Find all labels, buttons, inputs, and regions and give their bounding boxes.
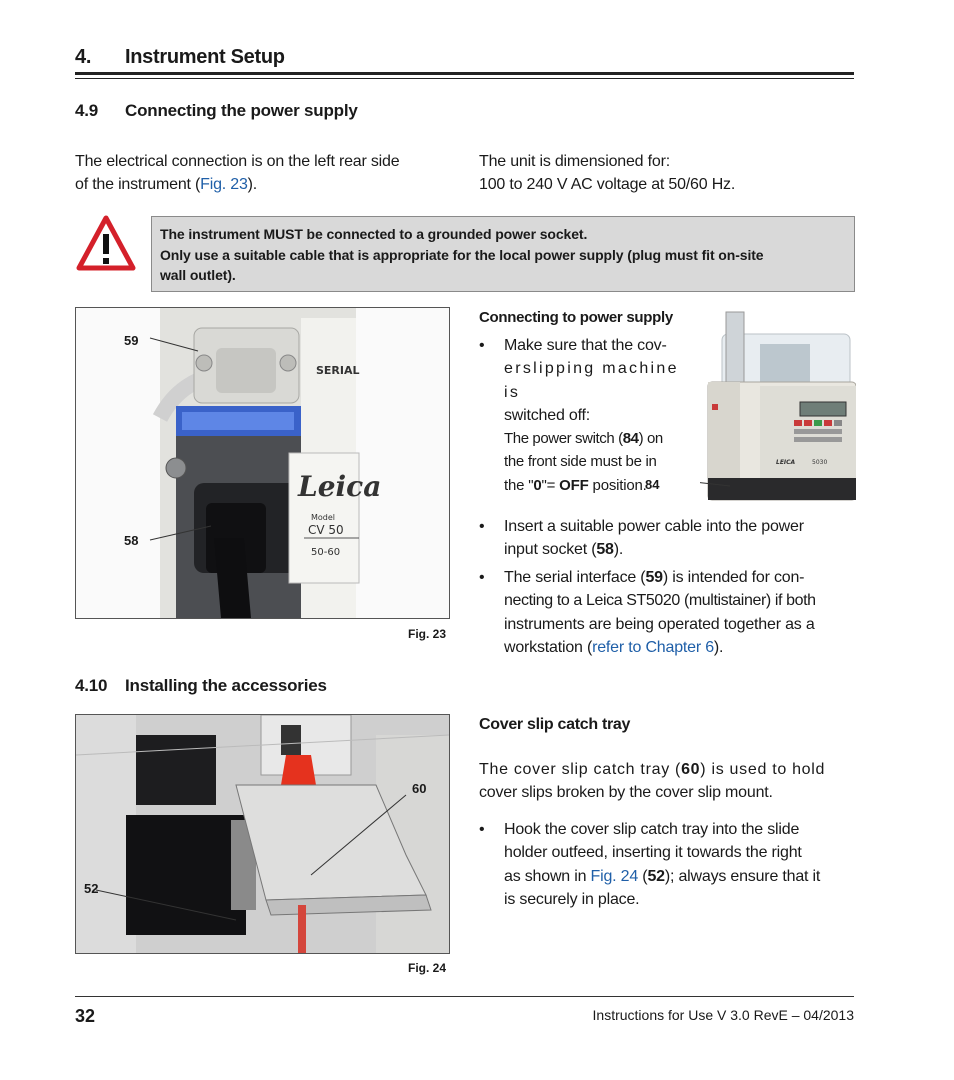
- warning-line-2: Only use a suitable cable that is appropriate for the local power supply (plug must fit on-site: [160, 247, 764, 263]
- footer-rule: [75, 996, 854, 997]
- header-rule-thin: [75, 78, 854, 79]
- chapter-title: Instrument Setup: [125, 46, 285, 68]
- fig-23-link[interactable]: Fig. 23: [200, 176, 248, 193]
- serial-label: SERIAL: [316, 364, 360, 377]
- callout-84: 84: [645, 477, 660, 492]
- figure-24-photo: [76, 715, 449, 953]
- chapter-number: 4.: [75, 46, 92, 68]
- connect-heading: Connecting to power supply: [479, 309, 673, 326]
- section-title: Connecting the power supply: [125, 101, 358, 120]
- fig-24-link[interactable]: Fig. 24: [590, 867, 639, 885]
- svg-text:5030: 5030: [812, 459, 828, 466]
- section-number: 4.9: [75, 101, 99, 120]
- page-number: 32: [75, 1006, 96, 1026]
- chapter-6-link[interactable]: refer to Chapter 6: [592, 638, 714, 656]
- callout-60: 60: [412, 781, 427, 796]
- coverslipper-device-image: [700, 308, 856, 504]
- tray-paragraph: The cover slip catch tray (60) is used to hold cover slips broken by the cover slip mount.: [479, 761, 826, 801]
- figure-24: [75, 714, 450, 954]
- warning-line-3: wall outlet).: [160, 267, 236, 283]
- svg-text:Model: Model: [311, 513, 336, 522]
- warning-line-1: The instrument MUST be connected to a grounded power socket.: [160, 226, 588, 242]
- svg-text:LEICA: LEICA: [776, 459, 796, 466]
- intro-left-paragraph: [75, 150, 465, 196]
- tray-heading: Cover slip catch tray: [479, 716, 631, 733]
- callout-52: 52: [84, 881, 99, 896]
- bullet-insert-cable: • Insert a suitable power cable into the power input socket (58).: [479, 518, 804, 559]
- bullet-serial-interface: • The serial interface (59) is intended for con- necting to a Leica ST5020 (multistainer) if both instruments are being operated together as a workstation (refer to Chapter 6).: [479, 569, 816, 656]
- bullet-hook-tray: • Hook the cover slip catch tray into the slide holder outfeed, inserting it towards the right as shown in Fig. 24 (52); always ensure that it is securely in place.: [479, 821, 821, 908]
- intro-right-line-1: The unit is dimensioned for:: [479, 153, 670, 170]
- figure-23-caption: Fig. 23: [408, 627, 447, 641]
- intro-left-line-1: The electrical connection is on the left rear side: [75, 153, 400, 170]
- warning-box: [151, 216, 855, 292]
- chapter-heading: [75, 46, 285, 69]
- intro-right-line-2: 100 to 240 V AC voltage at 50/60 Hz.: [479, 176, 736, 193]
- svg-text:50-60: 50-60: [311, 547, 341, 558]
- figure-24-caption: Fig. 24: [408, 961, 447, 975]
- bullet-switch-off: • Make sure that the cov- erslipping machine is switched off: The power switch (84) on the front side must be in the "0"= OFF position.: [504, 334, 694, 497]
- bullet-dot: •: [479, 337, 485, 354]
- intro-right-paragraph: [479, 150, 854, 196]
- footer-doc-info: Instructions for Use V 3.0 RevE – 04/2013: [592, 1007, 854, 1023]
- warning-icon: [75, 214, 137, 272]
- intro-left-line-2: of the instrument (Fig. 23).: [75, 176, 258, 193]
- header-rule-thick: [75, 72, 854, 75]
- svg-text:CV 50: CV 50: [308, 523, 344, 537]
- figure-23: [75, 307, 450, 619]
- section-heading-4-9: [75, 101, 358, 121]
- figure-23-photo: [76, 308, 449, 618]
- brand-label: Leica: [298, 470, 382, 503]
- section-heading-4-10: 4.10 Installing the accessories: [75, 676, 327, 695]
- callout-58: 58: [124, 533, 139, 548]
- callout-59: 59: [124, 333, 139, 348]
